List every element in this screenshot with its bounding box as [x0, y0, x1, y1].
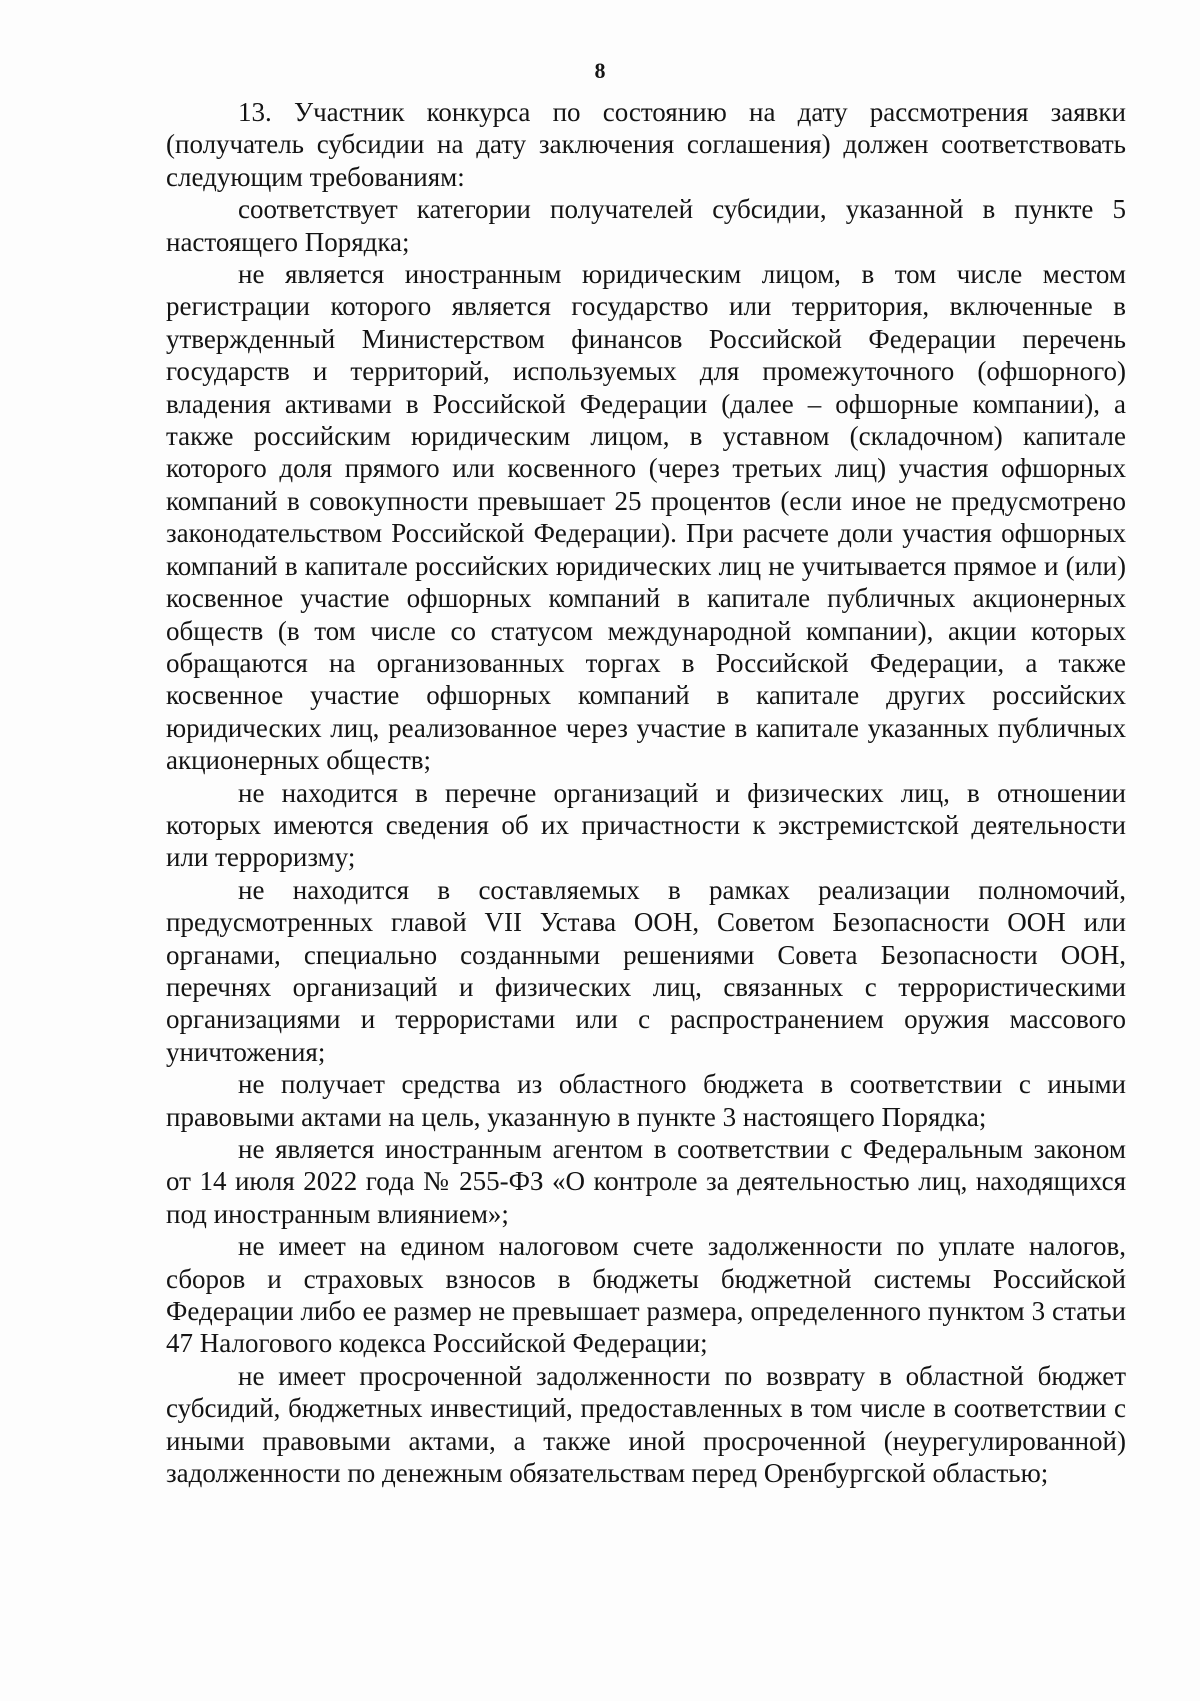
- paragraph-tax-debt: не имеет на едином налоговом счете задолженности по уплате налогов, сборов и страховых взносов в бюджеты бюджетной системы Российской Федерации либо ее размер не превышает размера, определенного пунктом 3 статьи 47 Налогового кодекса Российской Федерации;: [166, 1231, 1126, 1359]
- paragraph-extremism-list: не находится в перечне организаций и физических лиц, в отношении которых имеются сведения об их причастности к экстремистской деятельности или терроризму;: [166, 777, 1126, 873]
- paragraph-foreign-agent: не является иностранным агентом в соответствии с Федеральным законом от 14 июля 2022 года № 255-ФЗ «О контроле за деятельностью лиц, находящихся под иностранным влиянием»;: [166, 1134, 1126, 1229]
- paragraph-budget-funds: не получает средства из областного бюджета в соответствии с иными правовыми актами на цель, указанную в пункте 3 настоящего Порядка;: [166, 1069, 1126, 1132]
- page-number: 8: [594, 58, 606, 83]
- paragraph-category: соответствует категории получателей субсидии, указанной в пункте 5 настоящего Порядка;: [166, 194, 1126, 257]
- document-body: [166, 96, 1126, 1489]
- paragraph-overdue-debt: не имеет просроченной задолженности по возврату в областной бюджет субсидий, бюджетных инвестиций, предоставленных в том числе в соответствии с иными правовыми актами, а также иной просроченной (неурегулированной) задолженности по денежным обязательствам перед Оренбургской областью;: [166, 1360, 1126, 1489]
- paragraph-requirements-intro: 13. Участник конкурса по состоянию на дату рассмотрения заявки (получатель субсидии на дату заключения соглашения) должен соответствовать следующим требованиям:: [166, 97, 1126, 192]
- paragraph-un-lists: не находится в составляемых в рамках реализации полномочий, предусмотренных главой VII Устава ООН, Советом Безопасности ООН или органами, специально созданными решениями Совета Безопасности ООН, перечнях организаций и физических лиц, связанных с террористическими организациями и террористами или с распространением оружия массового уничтожения;: [166, 874, 1126, 1067]
- paragraph-foreign-entity: не является иностранным юридическим лицом, в том числе местом регистрации которого является государство или территория, включенные в утвержденный Министерством финансов Российской Федерации перечень государств и территорий, используемых для промежуточного (офшорного) владения активами в Российской Федерации (далее – офшорные компании), а также российским юридическим лицом, в уставном (складочном) капитале которого доля прямого или косвенного (через третьих лиц) участия офшорных компаний в совокупности превышает 25 процентов (если иное не предусмотрено законодательством Российской Федерации). При расчете доли участия офшорных компаний в капитале российских юридических лиц не учитывается прямое и (или) косвенное участие офшорных компаний в капитале публичных акционерных обществ (в том числе со статусом международной компании), акции которых обращаются на организованных торгах в Российской Федерации, а также косвенное участие офшорных компаний в капитале других российских юридических лиц, реализованное через участие в капитале указанных публичных акционерных обществ;: [166, 259, 1126, 776]
